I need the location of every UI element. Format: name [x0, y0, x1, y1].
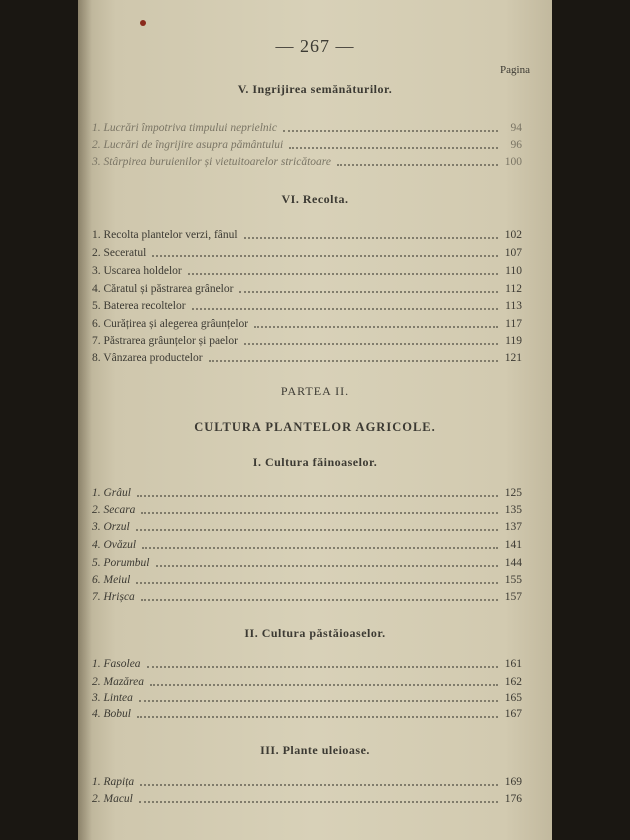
- toc-entry-label: 4. Ovăzul: [92, 539, 137, 551]
- dot-leader: [152, 254, 498, 257]
- dot-leader: [137, 494, 498, 497]
- toc-entry-page: 165: [504, 692, 522, 704]
- toc-entry: [92, 589, 522, 604]
- toc-entry-page: 167: [504, 708, 522, 720]
- toc-entry: [92, 263, 522, 278]
- toc-entry-label: 5. Porumbul: [92, 557, 150, 569]
- section-heading-vi: VI. Recolta.: [281, 192, 349, 206]
- toc-entry-page: 161: [504, 658, 522, 670]
- dot-leader: [142, 546, 498, 549]
- toc-entry-label: 3. Lintea: [92, 692, 133, 704]
- toc-entry-label: 7. Păstrarea grâunțelor și paelor: [92, 335, 238, 347]
- toc-entry-page: 100: [504, 156, 522, 168]
- dot-leader: [209, 359, 498, 362]
- dot-leader: [188, 272, 498, 275]
- toc-entry: [92, 350, 522, 365]
- dot-leader: [137, 715, 498, 718]
- toc-entry: [92, 485, 522, 500]
- toc-entry-label: 4. Căratul și păstrarea grânelor: [92, 283, 234, 295]
- toc-entry: [92, 245, 522, 260]
- toc-entry: [92, 502, 522, 517]
- toc-entry-page: 112: [505, 283, 522, 295]
- toc-entry: [92, 227, 522, 242]
- toc-entry: [92, 774, 522, 789]
- toc-entry-page: 155: [504, 574, 522, 586]
- section-heading-iii: III. Plante uleioase.: [260, 743, 370, 757]
- toc-entry-label: 2. Lucrări de îngrijire asupra pământului: [92, 139, 284, 151]
- toc-entry-label: 7. Hrișca: [92, 591, 135, 603]
- toc-entry: [92, 537, 522, 552]
- toc-entry-page: 113: [505, 300, 522, 312]
- dot-leader: [150, 683, 498, 686]
- toc-entry-label: 3. Uscarea holdelor: [92, 265, 182, 277]
- toc-entry-page: 125: [504, 487, 522, 499]
- toc-entry-label: 3. Stârpirea buruienilor și vietuitoarelor stricătoare: [92, 156, 331, 168]
- part-title: CULTURA PLANTELOR AGRICOLE.: [194, 420, 436, 434]
- dot-leader: [156, 564, 499, 567]
- toc-entry-label: 1. Rapița: [92, 776, 135, 788]
- dot-leader: [140, 783, 498, 786]
- toc-entry-page: 96: [510, 139, 522, 151]
- toc-entry-page: 144: [504, 557, 522, 569]
- dot-leader: [244, 236, 498, 239]
- book-page: [78, 0, 552, 840]
- part-label: PARTEA II.: [280, 384, 350, 398]
- toc-entry-page: 107: [504, 247, 522, 259]
- toc-entry-label: 2. Seceratul: [92, 247, 147, 259]
- toc-entry-label: 1. Lucrări împotriva timpului neprielnic: [92, 122, 277, 134]
- toc-entry: [92, 333, 522, 348]
- toc-entry-label: 1. Recolta plantelor verzi, fânul: [92, 229, 238, 241]
- dot-leader: [136, 528, 498, 531]
- toc-entry-label: 2. Macul: [92, 793, 133, 805]
- toc-entry-label: 5. Baterea recoltelor: [92, 300, 186, 312]
- toc-entry: [92, 137, 522, 152]
- dot-leader: [136, 581, 498, 584]
- toc-entry-label: 1. Fasolea: [92, 658, 141, 670]
- dot-leader: [147, 665, 498, 668]
- dot-leader: [139, 800, 498, 803]
- section-heading-ii: II. Cultura păstăioaselor.: [244, 626, 386, 640]
- toc-entry-page: 157: [504, 591, 522, 603]
- dot-leader: [244, 342, 498, 345]
- dot-leader: [254, 325, 498, 328]
- toc-entry-label: 2. Secara: [92, 504, 136, 516]
- toc-entry-label: 8. Vânzarea productelor: [92, 352, 203, 364]
- toc-entry-page: 94: [510, 122, 522, 134]
- toc-entry-page: 102: [504, 229, 522, 241]
- toc-entry: [92, 791, 522, 806]
- toc-entry: [92, 120, 522, 135]
- toc-entry: [92, 519, 522, 534]
- toc-entry-page: 176: [504, 793, 522, 805]
- column-header-pagina: Pagina: [500, 64, 530, 76]
- toc-entry: [92, 154, 522, 169]
- toc-entry-label: 1. Grâul: [92, 487, 131, 499]
- toc-entry-page: 119: [505, 335, 522, 347]
- dot-leader: [141, 511, 498, 514]
- toc-entry-page: 141: [504, 539, 522, 551]
- toc-entry: [92, 706, 522, 721]
- toc-entry-page: 110: [505, 265, 522, 277]
- dot-leader: [289, 146, 498, 149]
- dot-leader: [141, 598, 498, 601]
- dot-leader: [239, 290, 498, 293]
- toc-entry-page: 117: [505, 318, 522, 330]
- toc-entry: [92, 656, 522, 671]
- toc-entry: [92, 572, 522, 587]
- toc-entry-label: 2. Mazărea: [92, 676, 144, 688]
- dot-leader: [192, 307, 498, 310]
- toc-entry-page: 137: [504, 521, 522, 533]
- toc-entry-label: 3. Orzul: [92, 521, 130, 533]
- toc-entry: [92, 690, 522, 705]
- ink-mark: [140, 20, 146, 26]
- toc-entry: [92, 674, 522, 689]
- dot-leader: [139, 699, 498, 702]
- toc-entry-page: 162: [504, 676, 522, 688]
- toc-entry-label: 4. Bobul: [92, 708, 131, 720]
- dot-leader: [337, 163, 498, 166]
- page-number: — 267 —: [275, 36, 355, 56]
- toc-entry-page: 135: [504, 504, 522, 516]
- toc-entry: [92, 281, 522, 296]
- toc-entry-label: 6. Curățirea și alegerea grâunțelor: [92, 318, 249, 330]
- toc-entry-label: 6. Meiul: [92, 574, 131, 586]
- toc-entry: [92, 555, 522, 570]
- section-heading-v: V. Ingrijirea semănăturilor.: [237, 82, 393, 96]
- toc-entry: [92, 316, 522, 331]
- toc-entry: [92, 298, 522, 313]
- dot-leader: [283, 129, 498, 132]
- toc-entry-page: 121: [504, 352, 522, 364]
- toc-entry-page: 169: [504, 776, 522, 788]
- section-heading-i: I. Cultura făinoaselor.: [252, 455, 378, 469]
